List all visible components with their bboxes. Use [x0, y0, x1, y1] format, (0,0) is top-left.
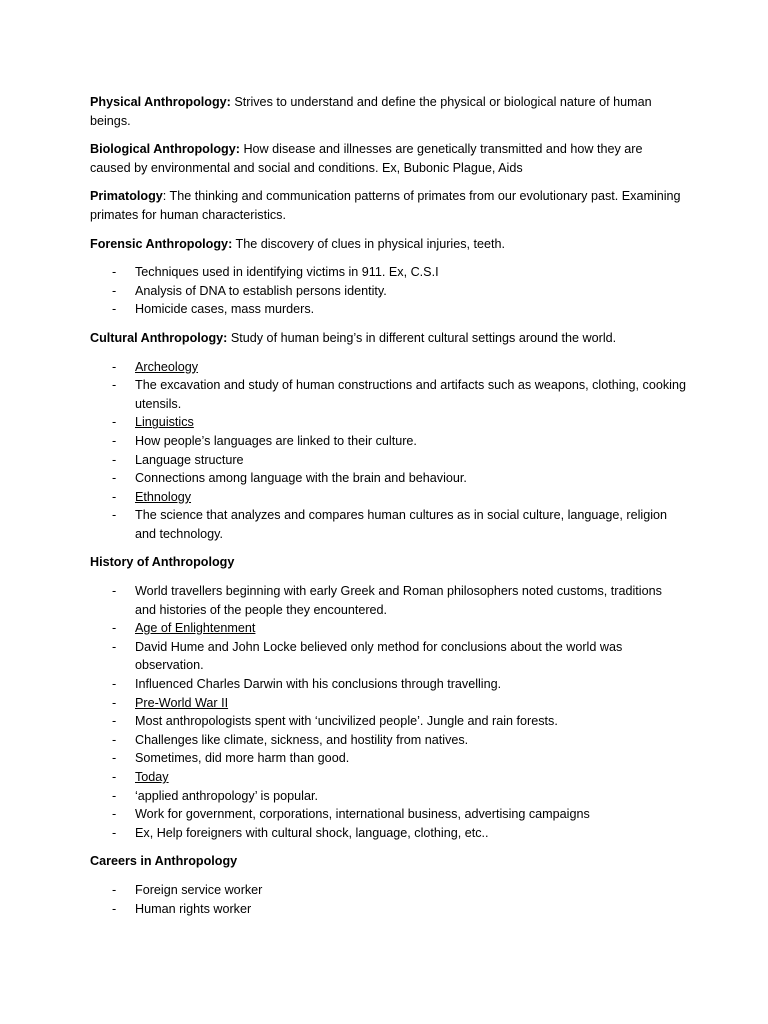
definition-paragraph: [90, 329, 686, 348]
definition-term: Biological Anthropology:: [90, 142, 240, 157]
list-subheading: [90, 768, 686, 787]
definition-paragraph: [90, 235, 686, 254]
list-item-text: Work for government, corporations, international business, advertising campaigns: [135, 807, 590, 822]
list-item-text: Most anthropologists spent with ‘uncivilized people’. Jungle and rain forests.: [135, 714, 558, 729]
dash-bullet: -: [112, 770, 117, 784]
dash-bullet: -: [112, 452, 117, 467]
list-item: [90, 675, 686, 694]
dash-bullet: -: [112, 751, 117, 766]
list-item: [90, 805, 686, 824]
list-item-text: Ethnology: [135, 489, 192, 504]
list-item-text: Archeology: [135, 359, 199, 374]
definition-text: : The thinking and communication patterns of primates from our evolutionary past. Examining primates for human characteristics.: [90, 189, 681, 222]
dash-list: [90, 358, 686, 544]
definition-term: Physical Anthropology:: [90, 95, 231, 109]
dash-list: [90, 263, 686, 319]
list-subheading: [90, 358, 686, 377]
list-item-text: Ex, Help foreigners with cultural shock, language, clothing, etc..: [135, 825, 489, 840]
list-item: [90, 749, 686, 768]
section-heading: History of Anthropology: [90, 555, 235, 570]
list-item: [90, 787, 686, 806]
dash-bullet: -: [112, 489, 117, 504]
list-item: [90, 300, 686, 319]
list-item-text: Analysis of DNA to establish persons identity.: [135, 283, 387, 298]
dash-bullet: -: [112, 621, 117, 636]
list-item-text: Today: [135, 770, 169, 784]
dash-bullet: -: [112, 732, 117, 747]
list-item: [90, 900, 686, 919]
list-subheading: [90, 488, 686, 507]
dash-bullet: -: [112, 788, 117, 803]
definition-paragraph: [90, 93, 686, 130]
list-item: [90, 282, 686, 301]
list-subheading: [90, 619, 686, 638]
dash-bullet: -: [112, 901, 117, 916]
list-item-text: Techniques used in identifying victims in 911. Ex, C.S.I: [135, 265, 439, 280]
dash-bullet: -: [112, 677, 117, 692]
list-item: [90, 638, 686, 675]
dash-bullet: -: [112, 639, 117, 654]
dash-bullet: -: [112, 825, 117, 840]
list-item-text: Challenges like climate, sickness, and hostility from natives.: [135, 732, 469, 747]
dash-bullet: -: [112, 471, 117, 486]
list-item-text: Influenced Charles Darwin with his conclusions through travelling.: [135, 677, 502, 692]
list-item: [90, 432, 686, 451]
definition-term: Cultural Anthropology:: [90, 330, 228, 345]
definition-text: The discovery of clues in physical injuries, teeth.: [232, 236, 506, 251]
definition-paragraph: [90, 187, 686, 224]
list-item-text: Foreign service worker: [135, 882, 263, 897]
list-subheading: [90, 413, 686, 432]
list-item: [90, 824, 686, 843]
dash-list: [90, 881, 686, 918]
list-item-text: Linguistics: [135, 415, 194, 430]
section-heading: Careers in Anthropology: [90, 854, 238, 869]
list-item-text: How people’s languages are linked to their culture.: [135, 433, 417, 448]
list-item: [90, 263, 686, 282]
list-subheading: [90, 694, 686, 713]
dash-bullet: -: [112, 415, 117, 430]
list-item-text: Language structure: [135, 452, 244, 467]
list-item-text: The excavation and study of human constructions and artifacts such as weapons, clothing, cooking utensils.: [135, 378, 686, 411]
dash-bullet: -: [112, 508, 117, 523]
list-item-text: The science that analyzes and compares human cultures as in social culture, language, religion and technology.: [135, 508, 668, 541]
dash-bullet: -: [112, 359, 117, 374]
list-item: [90, 582, 686, 619]
dash-bullet: -: [112, 265, 117, 280]
dash-bullet: -: [112, 283, 117, 298]
dash-bullet: -: [112, 378, 117, 393]
dash-bullet: -: [112, 302, 117, 317]
list-item-text: ‘applied anthropology’ is popular.: [135, 788, 318, 803]
list-item: [90, 376, 686, 413]
dash-bullet: -: [112, 584, 117, 599]
list-item: [90, 731, 686, 750]
document-page: [90, 93, 686, 928]
dash-list: [90, 582, 686, 842]
list-item: [90, 506, 686, 543]
list-item: [90, 451, 686, 470]
list-item-text: Pre-World War II: [135, 695, 229, 710]
definition-term: Primatology: [90, 189, 163, 204]
list-item: [90, 469, 686, 488]
dash-bullet: -: [112, 695, 117, 710]
list-item: [90, 712, 686, 731]
definition-term: Forensic Anthropology:: [90, 236, 233, 251]
definition-paragraph: [90, 140, 686, 177]
dash-bullet: -: [112, 882, 117, 897]
list-item: [90, 881, 686, 900]
list-item-text: Connections among language with the brain and behaviour.: [135, 471, 467, 486]
dash-bullet: -: [112, 433, 117, 448]
definition-text: How disease and illnesses are genetically transmitted and how they are caused by environmental and social and conditions. Ex, Bubonic Plague, Aids: [90, 142, 643, 175]
list-item-text: Age of Enlightenment: [135, 621, 256, 636]
list-item-text: Sometimes, did more harm than good.: [135, 751, 350, 766]
dash-bullet: -: [112, 807, 117, 822]
definition-text: Strives to understand and define the physical or biological nature of human beings.: [90, 95, 652, 128]
dash-bullet: -: [112, 714, 117, 729]
list-item-text: World travellers beginning with early Greek and Roman philosophers noted customs, traditions and histories of the people they encountered.: [135, 584, 662, 617]
list-item-text: Homicide cases, mass murders.: [135, 302, 315, 317]
list-item-text: David Hume and John Locke believed only method for conclusions about the world was observation.: [135, 639, 623, 673]
list-item-text: Human rights worker: [135, 901, 252, 916]
definition-text: Study of human being’s in different cultural settings around the world.: [227, 330, 617, 345]
